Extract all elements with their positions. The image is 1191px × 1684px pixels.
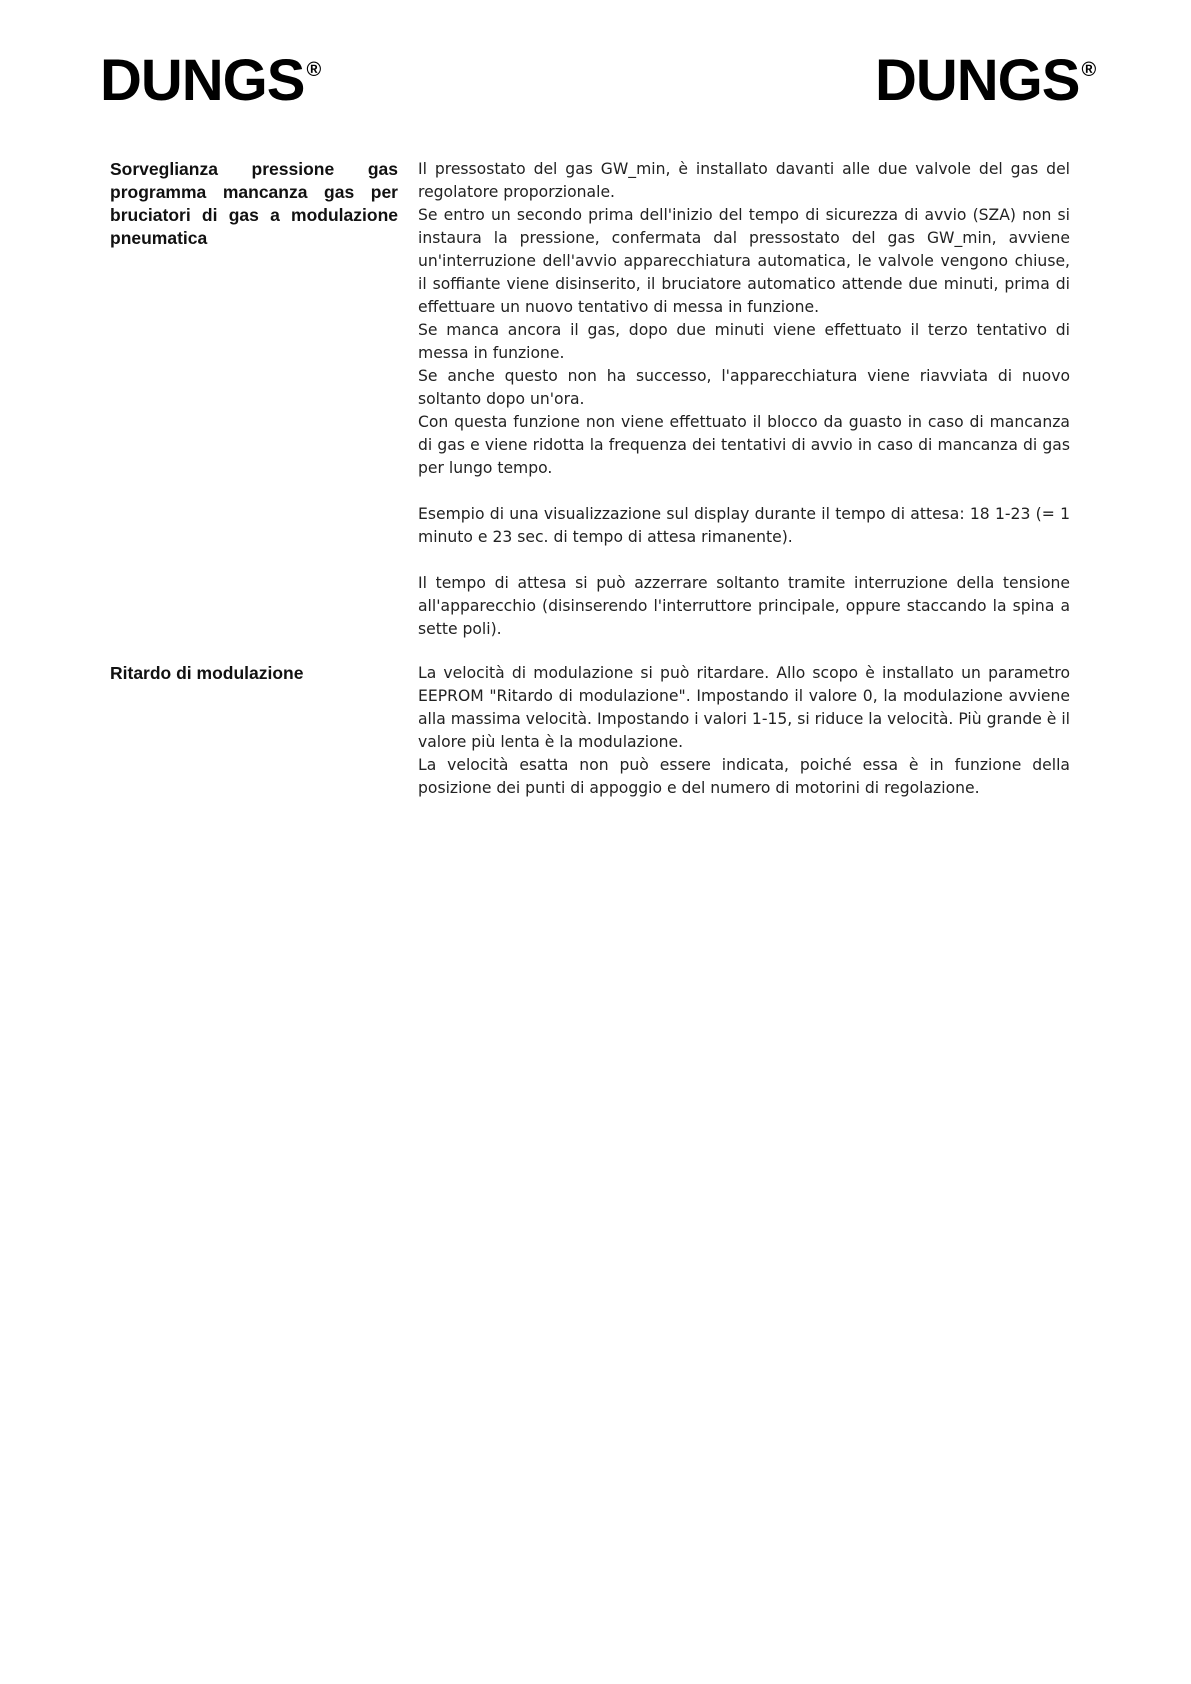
dungs-logo-left	[100, 48, 321, 113]
paragraph: Se entro un secondo prima dell'inizio del tempo di sicurezza di avvio (SZA) non si instaura la pressione, confermata dal pressostato del gas GW_min, avviene un'interruzione dell'avvio apparecchiatura automatica, le valvole vengono chiuse, il soffiante viene disinserito, il bruciatore automatico attende due minuti, prima di effettuare un nuovo tentativo di messa in funzione.	[418, 206, 1070, 316]
section-body	[418, 662, 1070, 800]
section-body	[418, 158, 1070, 641]
paragraph: Esempio di una visualizzazione sul display durante il tempo di attesa: 18 1-23 (= 1 minuto e 23 sec. di tempo di attesa rimanente).	[418, 505, 1070, 546]
registered-mark: ®	[1081, 59, 1096, 81]
registered-mark: ®	[306, 59, 321, 81]
dungs-logo-right	[875, 48, 1096, 113]
logo-text: DUNGS	[875, 48, 1080, 113]
paragraph: Con questa funzione non viene effettuato il blocco da guasto in caso di mancanza di gas e viene ridotta la frequenza dei tentativi di avvio in caso di mancanza di gas per lungo tempo.	[418, 413, 1070, 477]
paragraph: Il pressostato del gas GW_min, è installato davanti alle due valvole del gas del regolatore proporzionale.	[418, 160, 1070, 201]
paragraph: La velocità di modulazione si può ritardare. Allo scopo è installato un parametro EEPROM "Ritardo di modulazione". Impostando il valore 0, la modulazione avviene alla massima velocità. Impostando i valori 1-15, si riduce la velocità. Più grande è il valore più lenta è la modulazione.	[418, 664, 1070, 751]
paragraph: Se manca ancora il gas, dopo due minuti viene effettuato il terzo tentativo di messa in funzione.	[418, 321, 1070, 362]
paragraph: Il tempo di attesa si può azzerrare soltanto tramite interruzione della tensione all'apparecchio (disinserendo l'interruttore principale, oppure staccando la spina a sette poli).	[418, 574, 1070, 638]
paragraph: Se anche questo non ha successo, l'apparecchiatura viene riavviata di nuovo soltanto dopo un'ora.	[418, 367, 1070, 408]
section-heading: Sorveglianza pressione gas programma mancanza gas per bruciatori di gas a modulazione pneumatica	[110, 159, 398, 248]
section-heading: Ritardo di modulazione	[110, 663, 304, 683]
logo-text: DUNGS	[100, 48, 305, 113]
paragraph: La velocità esatta non può essere indicata, poiché essa è in funzione della posizione dei punti di appoggio e del numero di motorini di regolazione.	[418, 756, 1070, 797]
